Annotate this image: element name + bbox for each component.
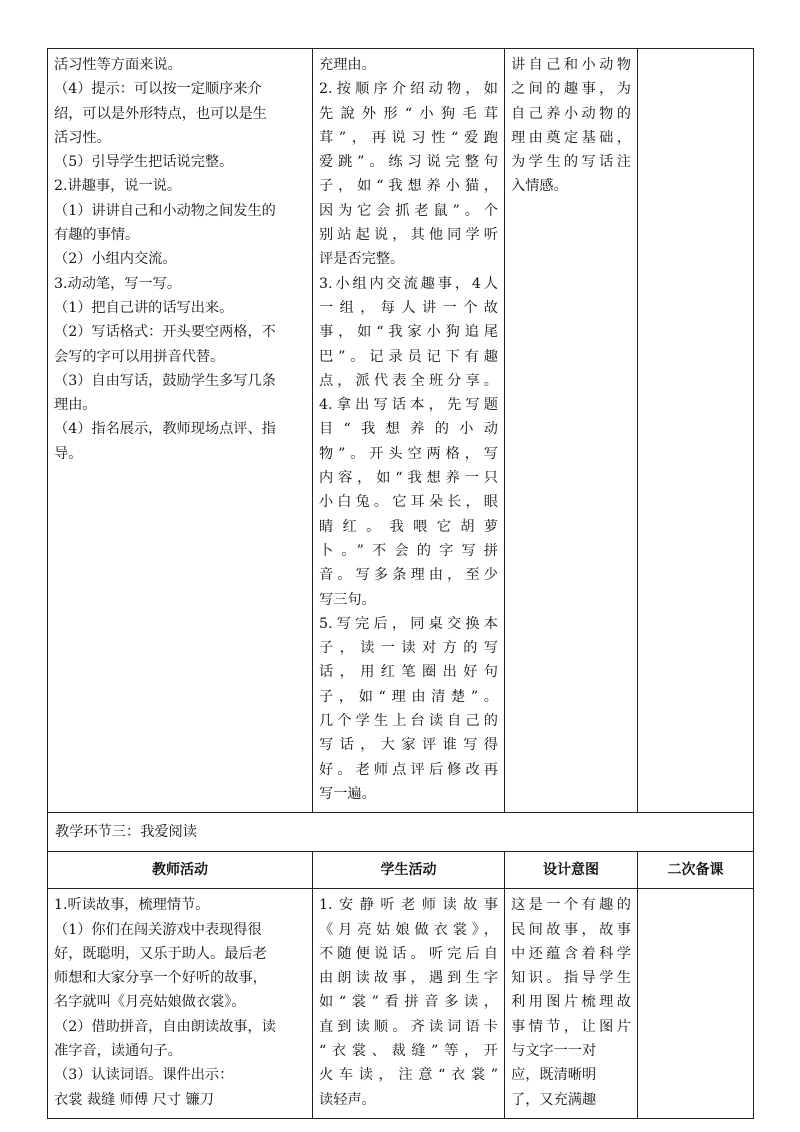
text-line: 导。 [54,445,83,462]
header-row [48,852,754,889]
text-line: 准字音，读通句子。 [54,1042,182,1059]
text-line: 由朗读故事，遇到生字 [319,970,498,987]
second-prep-cell [638,49,754,813]
table-row [48,49,754,813]
text-line: 几个学生上台读自己的 [319,713,498,730]
text-line: 爱跳”。练习说完整句 [319,154,498,171]
text-line: （2）写话格式：开头要空两格，不 [54,324,276,341]
text-line: 火车读，注意“衣裳” [319,1067,498,1084]
lesson-plan-table [47,48,754,1119]
text-line: 民间故事，故事 [511,921,631,938]
text-line: 卜。”不会的字写拼 [319,542,498,559]
text-line: （2）借助拼音，自由朗读故事，读 [54,1018,276,1035]
text-line: 3.小组内交流趣事，4人 [319,275,498,292]
text-line: 别站起说，其他同学听 [319,227,498,244]
text-line: 子，如“我想养小猫， [319,178,498,195]
text-line: 与文字一一对 [511,1042,597,1059]
text-line: 子，读一读对方的写 [319,640,498,657]
text-line: 应，既清晰明 [511,1067,597,1084]
text-line: （4）指名展示，教师现场点评、指 [54,421,276,438]
text-line: 这是一个有趣的 [511,897,631,914]
text-line: 《月亮姑娘做衣裳》， [319,921,498,938]
text-line: 好，既聪明，又乐于助人。最后老 [54,945,267,962]
header-design-intent: 设计意图 [505,852,638,889]
text-line: （1）讲讲自己和小动物之间发生的 [54,202,276,219]
text-line: 1.听读故事，梳理情节。 [54,897,210,914]
text-line: 名字就叫《月亮姑娘做衣裳》。 [54,994,246,1011]
text-line: 会写的字可以用拼音代替。 [54,348,225,365]
text-line: （4）提示：可以按一定顺序来介 [54,81,262,98]
text-line: 音。写多条理由，至少 [319,567,498,584]
text-line: 茸”，再说习性“爱跑 [319,129,498,146]
text-line: 之间的趣事，为 [511,81,631,98]
text-line: 知识。指导学生 [511,970,631,987]
text-line: （1）把自己讲的话写出来。 [54,299,234,316]
text-line: 衣裳 裁缝 师傅 尺寸 镰刀 [54,1091,214,1108]
text-line: 理由奠定基础， [511,129,631,146]
text-line: 点，派代表全班分享。 [319,372,498,389]
student-activity-cell [313,49,505,813]
second-prep-cell [638,889,754,1119]
text-line: 利用图片梳理故 [511,994,631,1011]
text-line: 2.讲趣事，说一说。 [54,178,182,195]
text-line: 评是否完整。 [319,251,405,268]
text-line: 话，用红笔圈出好句 [319,664,498,681]
text-line: 3.动动笔，写一写。 [54,275,182,292]
text-line: （2）小组内交流。 [54,251,177,268]
text-line: 绍，可以是外形特点，也可以是生 [54,105,267,122]
header-second-prep: 二次备课 [638,852,754,889]
text-line: 目“我想养的小动 [319,421,498,438]
text-line: 小白兔。它耳朵长，眼 [319,494,498,511]
text-line: 巴”。记录员记下有趣 [319,348,498,365]
text-line: 内容，如“我想养一只 [319,470,498,487]
text-line: 2.按顺序介绍动物，如 [319,81,498,98]
teacher-activity-cell [48,889,313,1119]
header-teacher-activity: 教师活动 [48,852,313,889]
text-line: “衣裳、裁缝”等，开 [319,1042,498,1059]
text-line: 活习性等方面来说。 [54,57,182,73]
text-line: 为学生的写话注 [511,154,631,171]
text-line: （3）认读词语。课件出示： [54,1067,234,1084]
text-line: 自己养小动物的 [511,105,631,122]
text-line: 因为它会抓老鼠”。个 [319,202,498,219]
text-line: 了，又充满趣 [511,1091,597,1108]
text-line: （5）引导学生把话说完整。 [54,154,234,171]
header-student-activity: 学生活动 [313,852,505,889]
design-intent-cell [505,889,638,1119]
text-line: 写三句。 [319,591,376,608]
text-line: 先說外形“小狗毛茸 [319,105,498,122]
student-activity-cell [313,889,505,1119]
text-line: （3）自由写话，鼓励学生多写几条 [54,372,276,389]
text-line: 4.拿出写话本，先写题 [319,397,498,414]
text-line: 理由。 [54,397,97,414]
section-row [48,813,754,852]
text-line: 事情节，让图片 [511,1018,631,1035]
teacher-activity-cell [48,49,313,813]
text-line: 一组，每人讲一个故 [319,299,498,316]
text-line: 1.安静听老师读故事 [319,897,498,914]
text-line: 睛红。我喂它胡萝 [319,518,498,535]
text-line: 中还蕴含着科学 [511,945,631,962]
text-line: 有趣的事情。 [54,227,140,244]
text-line: 如“裳”看拼音多读， [319,994,498,1011]
text-line: 物”。开头空两格，写 [319,445,498,462]
text-line: 直到读顺。齐读词语卡 [319,1018,498,1035]
text-line: 入情感。 [511,178,568,195]
text-line: 事，如“我家小狗追尾 [319,324,498,341]
text-line: （1）你们在闯关游戏中表现得很 [54,921,262,938]
table-row [48,889,754,1119]
text-line: 子，如“理由清楚”。 [319,688,498,705]
text-line: 不随便说话。听完后自 [319,945,498,962]
text-line: 充理由。 [319,57,376,73]
text-line: 读轻声。 [319,1091,376,1108]
text-line: 写一遍。 [319,785,376,802]
section-title: 教学环节三：我爱阅读 [48,813,754,852]
text-line: 活习性。 [54,129,111,146]
design-intent-cell [505,49,638,813]
text-line: 好。老师点评后修改再 [319,761,498,778]
text-line: 写话，大家评谁写得 [319,737,498,754]
text-line: 5.写完后，同桌交换本 [319,615,498,632]
text-line: 师想和大家分享一个好听的故事， [54,970,267,987]
text-line: 讲自己和小动物 [511,57,631,73]
